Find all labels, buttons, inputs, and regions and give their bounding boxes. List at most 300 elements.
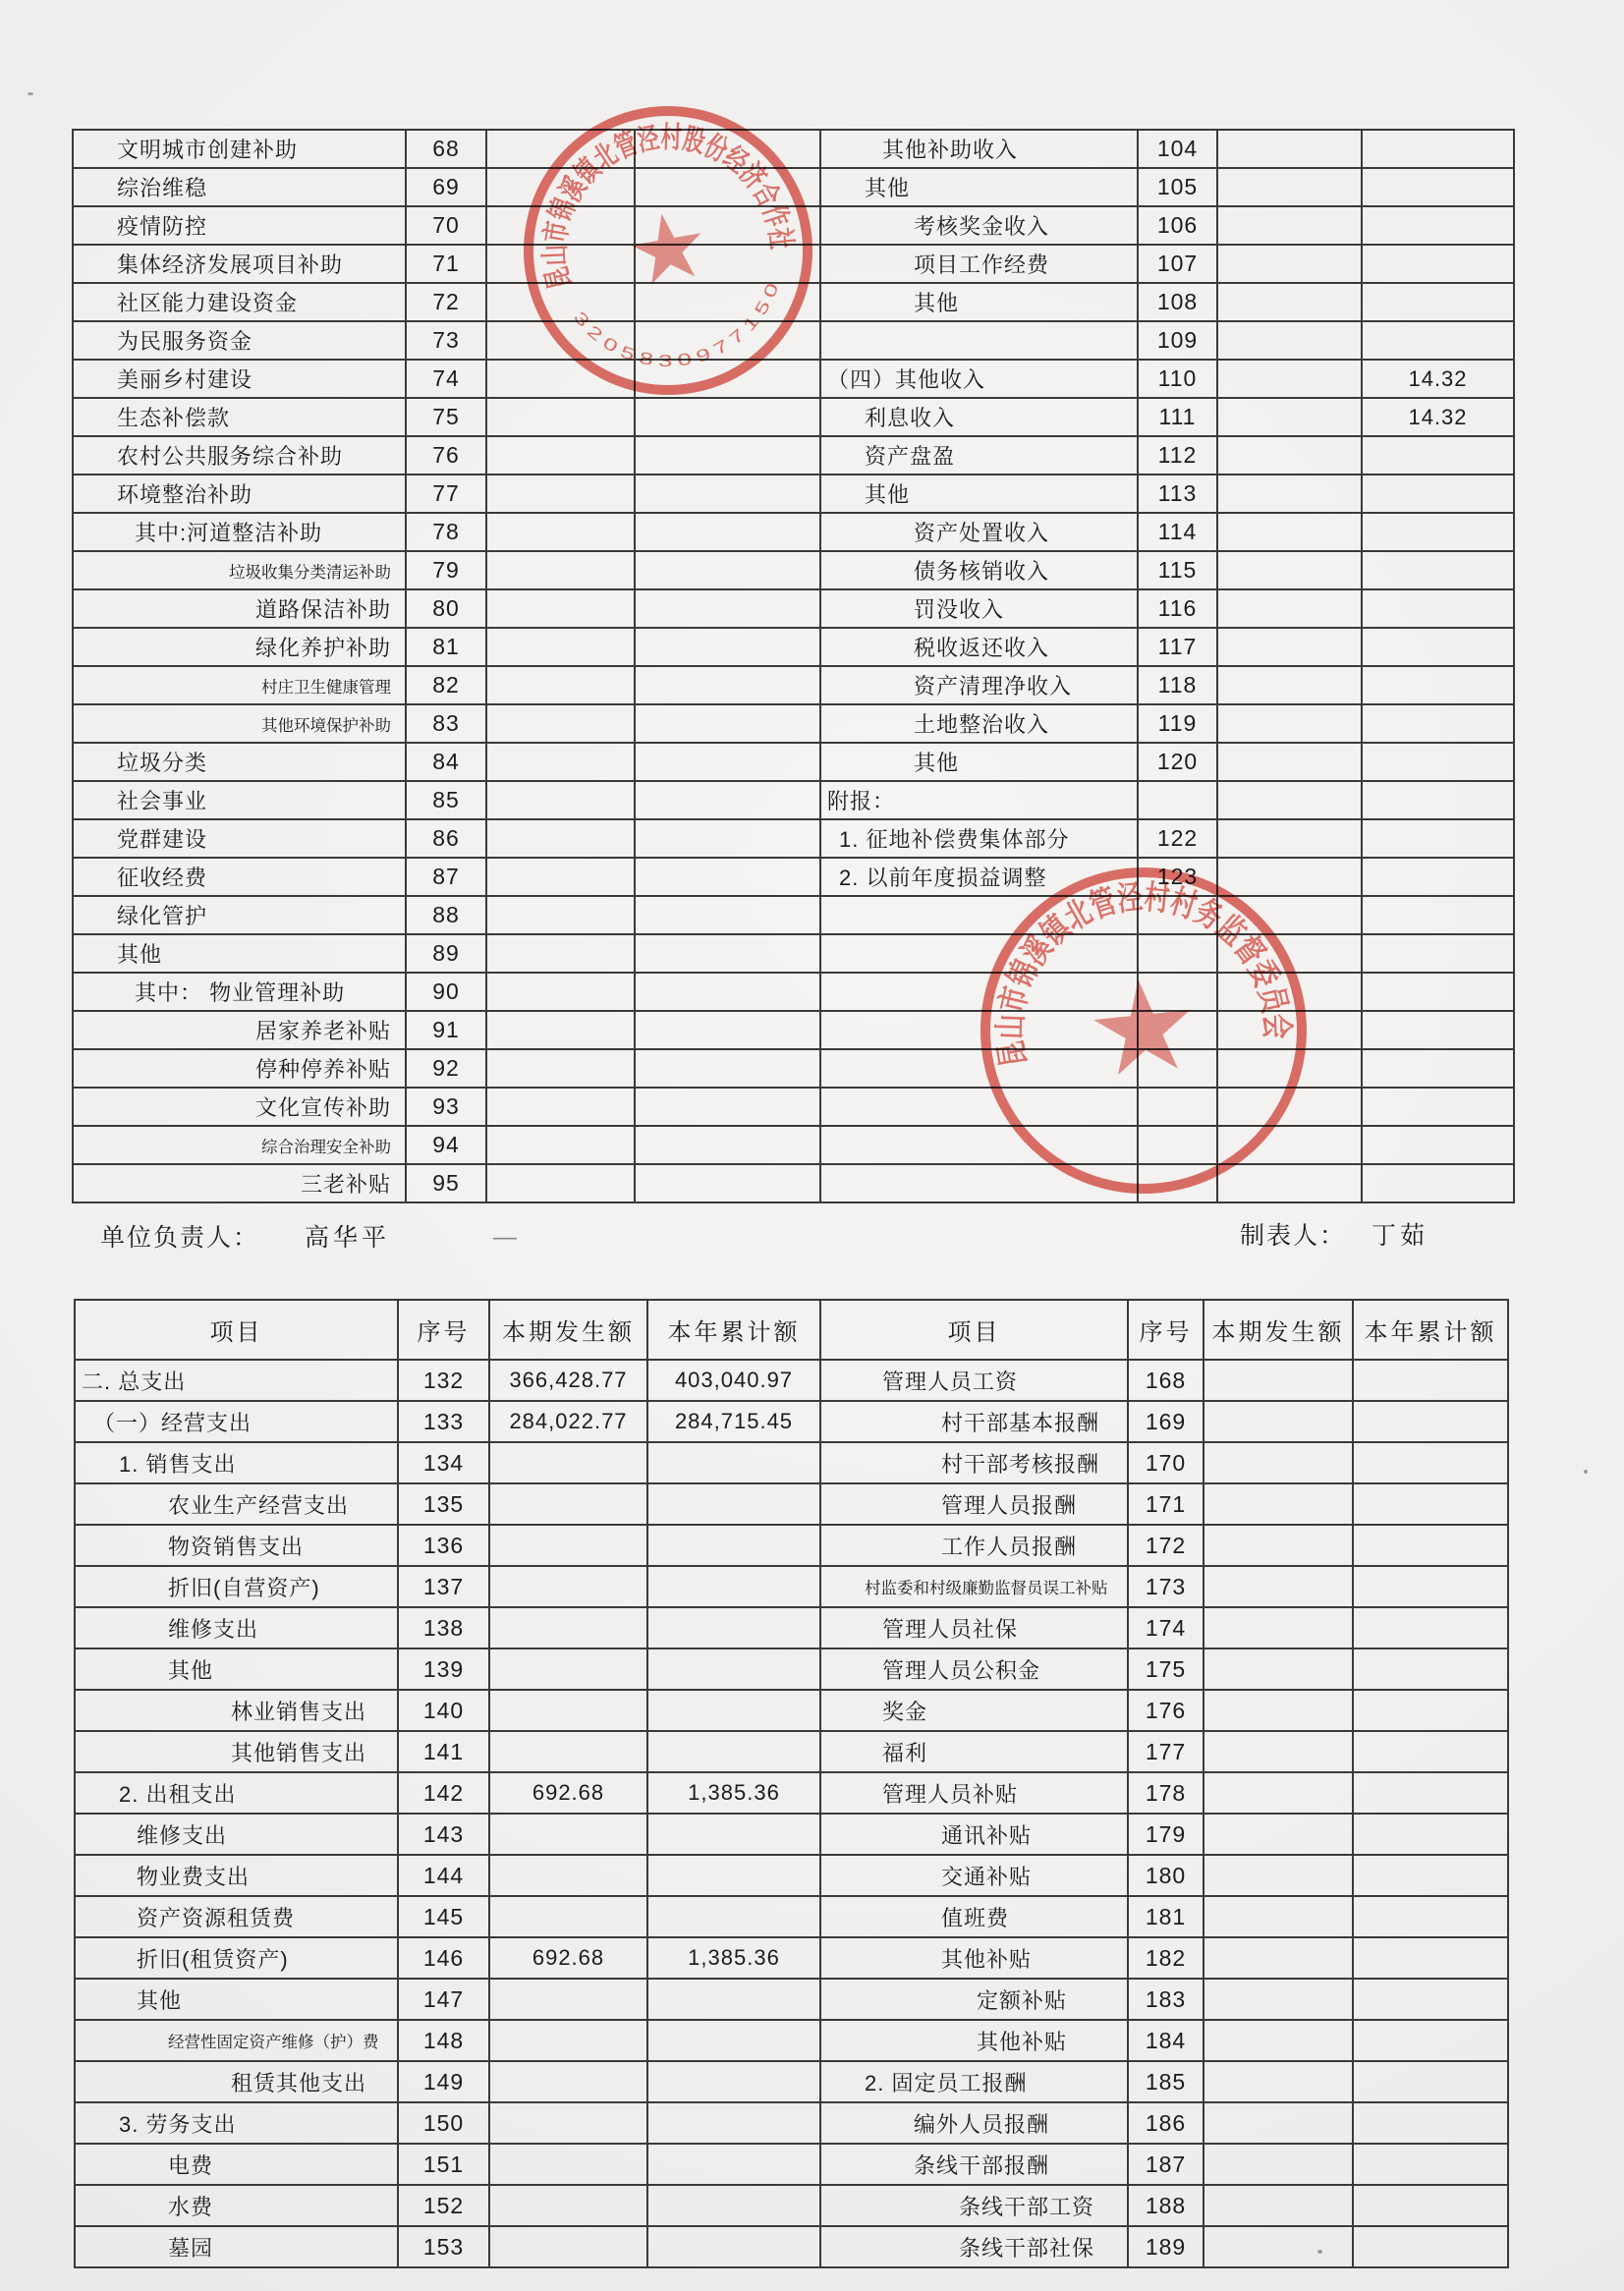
seq-cell: 122 [1138, 819, 1217, 858]
item-cell: 综合治理安全补助 [73, 1126, 406, 1164]
amount-cell [1217, 513, 1362, 551]
seq-cell: 170 [1128, 1442, 1204, 1483]
seq-cell: 72 [406, 283, 486, 321]
amount-cell [647, 2020, 820, 2061]
amount-cell [635, 704, 820, 743]
official-seal-cooperative [507, 89, 829, 417]
seq-cell: 189 [1128, 2226, 1204, 2267]
seq-cell: 86 [406, 819, 486, 858]
item-cell: 其他销售支出 [75, 1731, 398, 1772]
seq-cell: 139 [398, 1648, 489, 1690]
amount-cell [1353, 1525, 1508, 1566]
seq-cell: 105 [1138, 168, 1217, 206]
seq-cell: 183 [1128, 1979, 1204, 2020]
seq-cell: 188 [1128, 2185, 1204, 2226]
amount-cell [1353, 2061, 1508, 2102]
seq-cell: 112 [1138, 436, 1217, 475]
seq-cell: 140 [398, 1690, 489, 1731]
amount-cell [486, 858, 635, 896]
amount-cell [1362, 973, 1514, 1011]
amount-cell [486, 973, 635, 1011]
amount-cell [1217, 628, 1362, 666]
amount-cell [1204, 2185, 1353, 2226]
amount-cell [486, 896, 635, 934]
amount-cell [489, 1607, 647, 1648]
item-cell: 交通补贴 [820, 1855, 1128, 1896]
seq-cell: 69 [406, 168, 486, 206]
amount-cell [1353, 1483, 1508, 1525]
seq-cell: 178 [1128, 1772, 1204, 1814]
amount-cell [1217, 321, 1362, 360]
item-cell: 电费 [75, 2144, 398, 2185]
amount-cell [1204, 1979, 1353, 2020]
seq-cell: 90 [406, 973, 486, 1011]
amount-cell [489, 1814, 647, 1855]
table-row [75, 2185, 1508, 2226]
seq-cell: 168 [1128, 1360, 1204, 1401]
seq-cell: 94 [406, 1126, 486, 1164]
svg-text:3205830977150: 3205830977150 [569, 281, 782, 370]
amount-cell [1204, 2061, 1353, 2102]
amount-cell [486, 551, 635, 589]
item-cell: 折旧(自营资产) [75, 1566, 398, 1607]
seq-cell: 134 [398, 1442, 489, 1483]
table-row [75, 2144, 1508, 2185]
seq-cell: 81 [406, 628, 486, 666]
item-cell: 其他环境保护补助 [73, 704, 406, 743]
amount-cell [489, 1979, 647, 2020]
item-cell: 其他补贴 [820, 2020, 1128, 2061]
amount-cell [1217, 436, 1362, 475]
item-cell: 墓园 [75, 2226, 398, 2267]
item-cell: 条线干部社保 [820, 2226, 1128, 2267]
amount-cell [1353, 2185, 1508, 2226]
table-row [75, 1566, 1508, 1607]
item-cell: 其他 [75, 1648, 398, 1690]
table-row [75, 1401, 1508, 1442]
table-row [75, 1731, 1508, 1772]
item-cell: 林业销售支出 [75, 1690, 398, 1731]
amount-cell [1217, 398, 1362, 436]
amount-cell [1362, 1088, 1514, 1126]
seq-cell: 179 [1128, 1814, 1204, 1855]
item-cell: 管理人员社保 [820, 1607, 1128, 1648]
seq-cell: 113 [1138, 475, 1217, 513]
amount-cell [647, 2144, 820, 2185]
amount-cell [489, 1525, 647, 1566]
column-header: 序号 [398, 1300, 489, 1360]
seq-cell: 123 [1138, 858, 1217, 896]
seq-cell: 174 [1128, 1607, 1204, 1648]
seq-cell: 78 [406, 513, 486, 551]
amount-cell [647, 1566, 820, 1607]
column-header: 序号 [1128, 1300, 1204, 1360]
item-cell: 资产资源租赁费 [75, 1896, 398, 1937]
seq-cell: 75 [406, 398, 486, 436]
amount-cell [1362, 436, 1514, 475]
item-cell: 福利 [820, 1731, 1128, 1772]
amount-cell [647, 1607, 820, 1648]
amount-cell [1362, 245, 1514, 283]
seq-cell: 146 [398, 1937, 489, 1979]
amount-cell [486, 1049, 635, 1088]
seq-cell: 181 [1128, 1896, 1204, 1937]
amount-cell [1362, 130, 1514, 168]
seq-cell: 116 [1138, 589, 1217, 628]
column-header: 本期发生额 [1204, 1300, 1353, 1360]
item-cell: 其他 [820, 743, 1138, 781]
item-cell: 其他补助收入 [820, 130, 1138, 168]
amount-cell [647, 1690, 820, 1731]
table-row [73, 475, 1514, 513]
amount-cell [1204, 2020, 1353, 2061]
amount-cell [1217, 206, 1362, 245]
lower-table [74, 1299, 1509, 2268]
table-row [75, 1483, 1508, 1525]
amount-cell [647, 1979, 820, 2020]
seq-cell: 104 [1138, 130, 1217, 168]
amount-cell [1217, 666, 1362, 704]
item-cell: 党群建设 [73, 819, 406, 858]
table-row [73, 628, 1514, 666]
item-cell: 资产处置收入 [820, 513, 1138, 551]
amount-cell [489, 1731, 647, 1772]
amount-cell [635, 743, 820, 781]
svg-text:昆山市锦溪镇北管泾村村务监督委员会: 昆山市锦溪镇北管泾村村务监督委员会 [990, 877, 1296, 1070]
seq-cell: 144 [398, 1855, 489, 1896]
seq-cell: 120 [1138, 743, 1217, 781]
amount-cell [1217, 704, 1362, 743]
table-row [75, 1648, 1508, 1690]
seq-cell: 141 [398, 1731, 489, 1772]
item-cell: 资产盘盈 [820, 436, 1138, 475]
amount-cell [489, 1855, 647, 1896]
seq-cell: 76 [406, 436, 486, 475]
seq-cell: 187 [1128, 2144, 1204, 2185]
item-cell: 疫情防控 [73, 206, 406, 245]
amount-cell [486, 819, 635, 858]
table-row [75, 2102, 1508, 2144]
amount-cell [635, 1088, 820, 1126]
item-cell: 考核奖金收入 [820, 206, 1138, 245]
table-row [73, 436, 1514, 475]
amount-cell [1204, 2144, 1353, 2185]
amount-cell [647, 1896, 820, 1937]
seq-cell: 147 [398, 1979, 489, 2020]
amount-cell [1217, 130, 1362, 168]
table-row [73, 551, 1514, 589]
amount-cell [1217, 589, 1362, 628]
item-cell: 垃圾分类 [73, 743, 406, 781]
item-cell: 项目工作经费 [820, 245, 1138, 283]
amount-cell [1204, 2102, 1353, 2144]
amount-cell [486, 589, 635, 628]
amount-cell [1204, 1648, 1353, 1690]
amount-cell [1217, 781, 1362, 819]
seq-cell: 176 [1128, 1690, 1204, 1731]
amount-cell [1217, 245, 1362, 283]
amount-cell [1204, 1896, 1353, 1937]
seq-cell: 108 [1138, 283, 1217, 321]
item-cell: 利息收入 [820, 398, 1138, 436]
amount-cell [635, 896, 820, 934]
amount-cell [1362, 1011, 1514, 1049]
amount-cell [486, 934, 635, 973]
table-row [75, 1360, 1508, 1401]
column-header: 本年累计额 [647, 1300, 820, 1360]
preparer-label: 制表人： [1240, 1222, 1347, 1250]
item-cell: 其他 [75, 1979, 398, 2020]
seq-cell: 73 [406, 321, 486, 360]
seq-cell: 135 [398, 1483, 489, 1525]
item-cell: 通讯补贴 [820, 1814, 1128, 1855]
seq-cell: 117 [1138, 628, 1217, 666]
amount-cell [1353, 1648, 1508, 1690]
amount-cell [647, 1648, 820, 1690]
table-row [75, 2226, 1508, 2267]
seq-cell: 106 [1138, 206, 1217, 245]
seq-cell: 111 [1138, 398, 1217, 436]
amount-cell [1204, 1525, 1353, 1566]
amount-cell [1353, 2020, 1508, 2061]
item-cell: 水费 [75, 2185, 398, 2226]
amount-cell [489, 1648, 647, 1690]
amount-cell [1362, 896, 1514, 934]
amount-cell [489, 1483, 647, 1525]
item-cell: 债务核销收入 [820, 551, 1138, 589]
table-row [75, 2020, 1508, 2061]
item-cell: 罚没收入 [820, 589, 1138, 628]
amount-cell [635, 858, 820, 896]
seq-cell: 79 [406, 551, 486, 589]
amount-cell [1362, 628, 1514, 666]
seq-cell: 180 [1128, 1855, 1204, 1896]
item-cell: 垃圾收集分类清运补助 [73, 551, 406, 589]
table-row [73, 704, 1514, 743]
item-cell: 租赁其他支出 [75, 2061, 398, 2102]
amount-cell [1362, 858, 1514, 896]
amount-cell [1362, 475, 1514, 513]
table-row [75, 1772, 1508, 1814]
amount-cell: 284,022.77 [489, 1401, 647, 1442]
item-cell: 三老补贴 [73, 1164, 406, 1202]
item-cell: 停种停养补贴 [73, 1049, 406, 1088]
table-row [75, 2061, 1508, 2102]
seq-cell: 136 [398, 1525, 489, 1566]
amount-cell [1353, 1772, 1508, 1814]
amount-cell [635, 1049, 820, 1088]
seq-cell: 132 [398, 1360, 489, 1401]
seq-cell: 143 [398, 1814, 489, 1855]
responsible-name: 高华平 [305, 1224, 391, 1252]
amount-cell [489, 2185, 647, 2226]
item-cell: 附报： [820, 781, 1138, 819]
column-header: 项目 [75, 1300, 398, 1360]
amount-cell [635, 666, 820, 704]
item-cell: 值班费 [820, 1896, 1128, 1937]
seq-cell: 142 [398, 1772, 489, 1814]
item-cell: 绿化养护补助 [73, 628, 406, 666]
item-cell: 居家养老补贴 [73, 1011, 406, 1049]
amount-cell: 14.32 [1362, 360, 1514, 398]
amount-cell [1204, 1401, 1353, 1442]
amount-cell: 1,385.36 [647, 1937, 820, 1979]
scan-speck [1317, 2250, 1322, 2254]
amount-cell [1353, 1979, 1508, 2020]
amount-cell [489, 2144, 647, 2185]
item-cell: （一）经营支出 [75, 1401, 398, 1442]
seq-cell: 110 [1138, 360, 1217, 398]
amount-cell [1204, 1731, 1353, 1772]
amount-cell [1217, 168, 1362, 206]
item-cell: 3. 劳务支出 [75, 2102, 398, 2144]
amount-cell [1204, 2226, 1353, 2267]
seq-cell: 89 [406, 934, 486, 973]
item-cell: （四）其他收入 [820, 360, 1138, 398]
amount-cell [489, 2102, 647, 2144]
seq-cell: 107 [1138, 245, 1217, 283]
item-cell: 编外人员报酬 [820, 2102, 1128, 2144]
item-cell: 条线干部报酬 [820, 2144, 1128, 2185]
amount-cell [1204, 1607, 1353, 1648]
item-cell: 社会事业 [73, 781, 406, 819]
amount-cell [1353, 1401, 1508, 1442]
item-cell: 定额补贴 [820, 1979, 1128, 2020]
amount-cell [647, 1731, 820, 1772]
amount-cell [635, 781, 820, 819]
responsible-person-line [100, 1218, 390, 1254]
seq-cell: 92 [406, 1049, 486, 1088]
item-cell: 生态补偿款 [73, 398, 406, 436]
table-row [75, 1690, 1508, 1731]
item-cell: 经营性固定资产维修（护）费 [75, 2020, 398, 2061]
item-cell: 管理人员报酬 [820, 1483, 1128, 1525]
amount-cell [1353, 1566, 1508, 1607]
table-row [73, 781, 1514, 819]
responsible-label: 单位负责人： [100, 1224, 260, 1252]
amount-cell [486, 1011, 635, 1049]
amount-cell [635, 628, 820, 666]
seq-cell: 115 [1138, 551, 1217, 589]
item-cell: 村庄卫生健康管理 [73, 666, 406, 704]
seq-cell: 68 [406, 130, 486, 168]
amount-cell [1362, 321, 1514, 360]
amount-cell [486, 1126, 635, 1164]
seq-cell: 87 [406, 858, 486, 896]
item-cell: 美丽乡村建设 [73, 360, 406, 398]
item-cell: 资产清理净收入 [820, 666, 1138, 704]
amount-cell [1362, 551, 1514, 589]
amount-cell [489, 2061, 647, 2102]
item-cell: 其中:河道整洁补助 [73, 513, 406, 551]
table-row [75, 1979, 1508, 2020]
seq-cell [1138, 781, 1217, 819]
lower-table-body [75, 1360, 1508, 2267]
seq-cell: 153 [398, 2226, 489, 2267]
amount-cell [1353, 1360, 1508, 1401]
amount-cell [635, 513, 820, 551]
seq-cell: 84 [406, 743, 486, 781]
amount-cell [489, 1566, 647, 1607]
table-row [73, 513, 1514, 551]
item-cell: 2. 以前年度损益调整 [820, 858, 1138, 896]
amount-cell [1204, 1690, 1353, 1731]
amount-cell [635, 973, 820, 1011]
amount-cell [1362, 283, 1514, 321]
scan-speck [1584, 1470, 1588, 1474]
amount-cell [647, 1442, 820, 1483]
seq-cell: 71 [406, 245, 486, 283]
item-cell: 村干部考核报酬 [820, 1442, 1128, 1483]
seq-cell: 171 [1128, 1483, 1204, 1525]
amount-cell [1204, 1566, 1353, 1607]
amount-cell [647, 1483, 820, 1525]
item-cell: 物资销售支出 [75, 1525, 398, 1566]
item-cell: 为民服务资金 [73, 321, 406, 360]
amount-cell [486, 1088, 635, 1126]
item-cell: 其他 [73, 934, 406, 973]
table-row [75, 1525, 1508, 1566]
item-cell: 土地整治收入 [820, 704, 1138, 743]
amount-cell: 366,428.77 [489, 1360, 647, 1401]
amount-cell [1362, 1126, 1514, 1164]
seq-cell: 119 [1138, 704, 1217, 743]
amount-cell [647, 2185, 820, 2226]
seq-cell: 109 [1138, 321, 1217, 360]
lower-table-header-row [75, 1300, 1508, 1360]
amount-cell [635, 819, 820, 858]
scan-speck [28, 92, 33, 95]
seq-cell: 85 [406, 781, 486, 819]
amount-cell [635, 475, 820, 513]
item-cell: 道路保洁补助 [73, 589, 406, 628]
amount-cell [489, 2226, 647, 2267]
seq-cell: 95 [406, 1164, 486, 1202]
amount-cell [1353, 2102, 1508, 2144]
seq-cell: 91 [406, 1011, 486, 1049]
amount-cell [635, 589, 820, 628]
amount-cell [1204, 1855, 1353, 1896]
amount-cell [635, 436, 820, 475]
amount-cell [647, 1814, 820, 1855]
table-row [75, 1607, 1508, 1648]
amount-cell: 14.32 [1362, 398, 1514, 436]
table-row [73, 743, 1514, 781]
amount-cell [489, 1442, 647, 1483]
amount-cell [1362, 513, 1514, 551]
item-cell: 管理人员公积金 [820, 1648, 1128, 1690]
seq-cell: 138 [398, 1607, 489, 1648]
item-cell: 工作人员报酬 [820, 1525, 1128, 1566]
amount-cell [1362, 781, 1514, 819]
amount-cell [647, 2061, 820, 2102]
item-cell: 条线干部工资 [820, 2185, 1128, 2226]
amount-cell [647, 2102, 820, 2144]
amount-cell [486, 666, 635, 704]
amount-cell: 692.68 [489, 1772, 647, 1814]
amount-cell [1362, 1049, 1514, 1088]
seq-cell: 77 [406, 475, 486, 513]
amount-cell [647, 1855, 820, 1896]
amount-cell [635, 1164, 820, 1202]
item-cell: 绿化管护 [73, 896, 406, 934]
item-cell [820, 321, 1138, 360]
amount-cell: 692.68 [489, 1937, 647, 1979]
amount-cell [1353, 1855, 1508, 1896]
amount-cell [486, 475, 635, 513]
item-cell: 维修支出 [75, 1814, 398, 1855]
item-cell: 其他 [820, 475, 1138, 513]
